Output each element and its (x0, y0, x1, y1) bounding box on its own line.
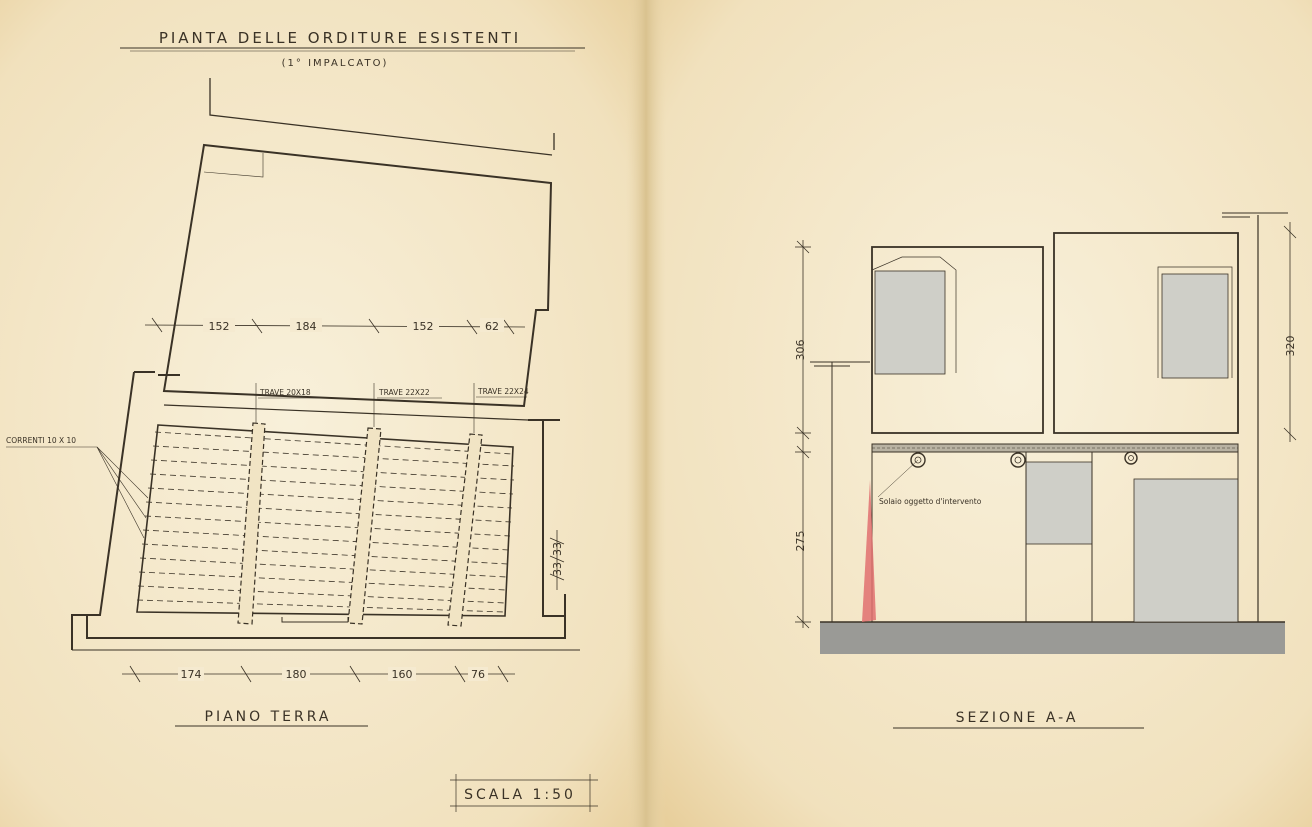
joist-label: CORRENTI 10 X 10 (6, 436, 77, 445)
plan-caption: PIANO TERRA (204, 709, 332, 725)
right-page (646, 0, 1312, 827)
section-caption: SEZIONE A-A (955, 710, 1079, 726)
left-page (0, 0, 646, 827)
dim-lower-4: 76 (471, 668, 485, 681)
dim-section-275: 275 (794, 530, 807, 552)
section-ground (820, 622, 1285, 654)
dim-upper-1: 152 (208, 320, 230, 333)
dim-upper-4: 62 (485, 320, 499, 333)
plan-title: PIANTA DELLE ORDITURE ESISTENTI (158, 29, 522, 47)
dim-lower-3: 160 (391, 668, 413, 681)
lower-middle-window (1026, 462, 1092, 544)
dim-side-1: 33 (551, 562, 564, 576)
dim-section-306: 306 (794, 339, 807, 361)
beam-label-1: TRAVE 20X18 (260, 388, 311, 397)
beam-label-2: TRAVE 22X22 (379, 388, 430, 397)
slab-note: Solaio oggetto d'intervento (879, 497, 982, 506)
beam-label-3: TRAVE 22X24 (478, 387, 529, 396)
upper-left-window (875, 271, 945, 374)
dim-lower-1: 174 (180, 668, 202, 681)
dim-lower-2: 180 (285, 668, 307, 681)
dim-upper-3: 152 (412, 320, 434, 333)
scale-label: SCALA 1:50 (464, 787, 576, 803)
upper-right-window (1162, 274, 1228, 378)
dim-side-2: 33 (551, 542, 564, 556)
lower-right-door (1134, 479, 1238, 622)
dim-section-320: 320 (1284, 335, 1297, 357)
dim-upper-2: 184 (295, 320, 317, 333)
plan-subtitle: (1° IMPALCATO) (281, 58, 389, 69)
book-gutter (626, 0, 666, 827)
